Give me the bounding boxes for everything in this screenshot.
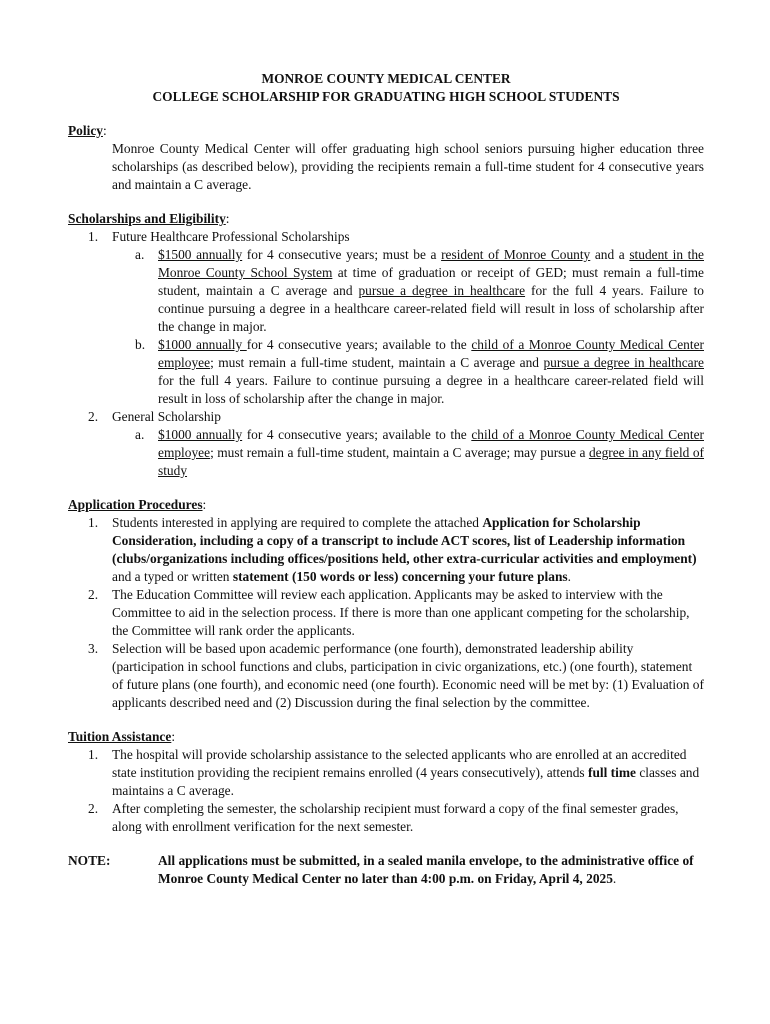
healthcare-degree-requirement: pursue a degree in healthcare bbox=[358, 283, 526, 298]
scholarship-item-1-number: 1. bbox=[88, 229, 99, 244]
tuition-colon: : bbox=[171, 729, 176, 744]
scholarship-item-2-label: General Scholarship bbox=[112, 409, 221, 424]
tuition-heading: Tuition Assistance bbox=[68, 729, 172, 744]
application-item-3 bbox=[68, 640, 704, 712]
text-run: ; must remain a full-time student, maintain a C average; may pursue a bbox=[210, 445, 589, 460]
scholarship-item-1b bbox=[68, 336, 704, 408]
scholarships-colon: : bbox=[225, 211, 230, 226]
text-run: ; must remain a full-time student, maintain a C average and bbox=[210, 355, 544, 370]
scholarship-item-2a-letter: a. bbox=[135, 427, 145, 442]
application-colon: : bbox=[202, 497, 207, 512]
scholarship-item-1-label: Future Healthcare Professional Scholarships bbox=[112, 229, 350, 244]
deadline-note bbox=[68, 852, 704, 888]
tuition-item-1 bbox=[68, 746, 704, 800]
text-run: and a typed or written bbox=[112, 569, 233, 584]
full-time-requirement: full time bbox=[587, 765, 636, 780]
application-item-2-text: The Education Committee will review each application. Applicants may be asked to interview with the Committee to aid in the selection process. If there is more than one applicant competing for the scholarship, the Committee will rank order the applicants. bbox=[112, 587, 690, 638]
residency-requirement: resident of Monroe County bbox=[441, 247, 591, 262]
policy-section bbox=[68, 122, 704, 194]
scholarship-item-1b-letter: b. bbox=[135, 337, 146, 352]
application-item-2-number: 2. bbox=[88, 587, 99, 602]
document-page bbox=[68, 70, 704, 888]
text-run: classes and maintains a C average. bbox=[112, 765, 700, 798]
scholarship-item-1 bbox=[68, 228, 704, 246]
application-section bbox=[68, 496, 704, 712]
scholarship-item-2-number: 2. bbox=[88, 409, 99, 424]
any-degree-option: degree in any field of study bbox=[158, 445, 705, 478]
tuition-item-1-number: 1. bbox=[88, 747, 99, 762]
text-run: for 4 consecutive years; available to the bbox=[242, 427, 472, 442]
policy-heading-line bbox=[68, 122, 704, 140]
text-run: and a bbox=[590, 247, 630, 262]
tuition-item-2-number: 2. bbox=[88, 801, 99, 816]
note-end: . bbox=[612, 871, 617, 886]
amount-1000: $1000 annually bbox=[158, 337, 247, 352]
amount-1000: $1000 annually bbox=[158, 427, 243, 442]
application-item-3-text: Selection will be based upon academic performance (one fourth), demonstrated leadership ability (participation in school functions and clubs, participation in civic organizations, etc.) (one fourth), statement of future plans (one fourth), and economic need (one fourth). Economic need will be met by: (1) Evaluation of applicants described need and (2) Discussion during the final selection by the committee. bbox=[112, 641, 704, 710]
scholarship-item-2 bbox=[68, 408, 704, 426]
note-text: All applications must be submitted, in a sealed manila envelope, to the administrative office of Monroe County Medical Center no later than 4:00 p.m. on Friday, April 4, 2025 bbox=[158, 853, 694, 886]
scholarship-item-1a-letter: a. bbox=[135, 247, 145, 262]
school-system-requirement: student in the Monroe County School System bbox=[158, 247, 704, 280]
scholarships-heading-line bbox=[68, 210, 704, 228]
policy-text: Monroe County Medical Center will offer graduating high school seniors pursuing higher education three scholarships (as described below), providing the recipients remain a full-time student for 4 consecutive years and maintain a C average. bbox=[112, 141, 704, 192]
scholarships-heading: Scholarships and Eligibility bbox=[68, 211, 226, 226]
text-run: for the full 4 years. Failure to continue pursuing a degree in a healthcare career-related field will result in loss of scholarship after the change in major. bbox=[158, 373, 704, 406]
policy-colon: : bbox=[102, 123, 107, 138]
text-run: The hospital will provide scholarship assistance to the selected applicants who are enrolled at an accredited state institution providing the recipient remains enrolled (4 years consecutively), attends bbox=[112, 747, 687, 780]
statement-requirement: statement (150 words or less) concerning your future plans bbox=[232, 569, 568, 584]
tuition-item-2-text: After completing the semester, the scholarship recipient must forward a copy of the final semester grades, along with enrollment verification for the next semester. bbox=[112, 801, 679, 834]
text-run: . bbox=[567, 569, 571, 584]
scholarships-section bbox=[68, 210, 704, 480]
title-line-2: COLLEGE SCHOLARSHIP FOR GRADUATING HIGH SCHOOL STUDENTS bbox=[152, 89, 620, 104]
application-heading: Application Procedures bbox=[68, 497, 203, 512]
tuition-heading-line bbox=[68, 728, 704, 746]
healthcare-degree-requirement: pursue a degree in healthcare bbox=[543, 355, 704, 370]
document-title bbox=[68, 70, 704, 106]
application-item-2 bbox=[68, 586, 704, 640]
application-item-3-number: 3. bbox=[88, 641, 99, 656]
employee-child-requirement: child of a Monroe County Medical Center employee bbox=[158, 427, 704, 460]
title-line-1: MONROE COUNTY MEDICAL CENTER bbox=[261, 71, 511, 86]
text-run: Students interested in applying are required to complete the attached bbox=[112, 515, 483, 530]
text-run: at time of graduation or receipt of GED; must remain a full-time student, maintain a C average and bbox=[158, 265, 704, 298]
application-heading-line bbox=[68, 496, 704, 514]
scholarship-item-1a bbox=[68, 246, 704, 336]
required-documents: Application for Scholarship Consideration, including a copy of a transcript to include ACT scores, list of Leadership information (clubs/organizations including offices/positions held, other extra-curricular activities and employment) bbox=[112, 515, 697, 566]
employee-child-requirement: child of a Monroe County Medical Center employee bbox=[158, 337, 704, 370]
note-label: NOTE: bbox=[68, 853, 111, 868]
tuition-item-2 bbox=[68, 800, 704, 836]
text-run: for the full 4 years. Failure to continue pursuing a degree in a healthcare career-related field will result in loss of scholarship after the change in major. bbox=[158, 283, 704, 334]
policy-heading: Policy bbox=[68, 123, 103, 138]
scholarship-item-2a bbox=[68, 426, 704, 480]
application-item-1 bbox=[68, 514, 704, 586]
amount-1500: $1500 annually bbox=[158, 247, 243, 262]
application-item-1-number: 1. bbox=[88, 515, 99, 530]
tuition-section bbox=[68, 728, 704, 836]
text-run: for 4 consecutive years; available to the bbox=[246, 337, 472, 352]
text-run: for 4 consecutive years; must be a bbox=[242, 247, 442, 262]
